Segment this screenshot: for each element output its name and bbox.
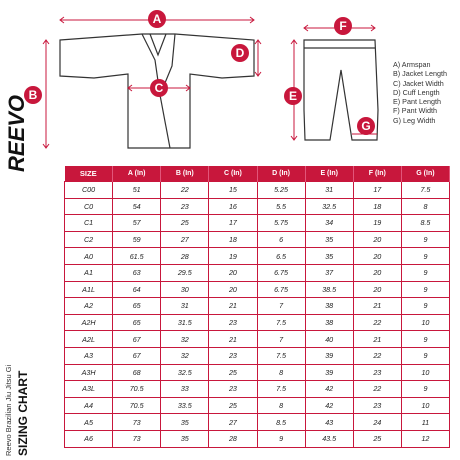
measurement-cell: 9 <box>257 430 305 447</box>
measurement-cell: 67 <box>113 331 161 348</box>
measurement-cell: 33 <box>161 381 209 398</box>
measurement-cell: 33.5 <box>161 397 209 414</box>
measurement-legend <box>393 60 460 125</box>
measurement-cell: 10 <box>401 397 449 414</box>
measurement-cell: 10 <box>401 314 449 331</box>
measurement-cell: 22 <box>353 314 401 331</box>
table-row <box>65 298 450 315</box>
measurement-cell: 8.5 <box>401 215 449 232</box>
legend-item: F) Pant Width <box>393 106 437 116</box>
measurement-cell: 22 <box>353 381 401 398</box>
table-row <box>65 248 450 265</box>
measurement-cell: 35 <box>305 231 353 248</box>
measurement-cell: 39 <box>305 347 353 364</box>
measurement-cell: 31.5 <box>161 314 209 331</box>
table-row <box>65 414 450 431</box>
measurement-cell: 34 <box>305 215 353 232</box>
measurement-cell: 6.75 <box>257 264 305 281</box>
measurement-cell: 57 <box>113 215 161 232</box>
measurement-cell: 31 <box>305 182 353 199</box>
size-cell: C2 <box>65 231 113 248</box>
measurement-cell: 19 <box>209 248 257 265</box>
measurement-cell: 8 <box>257 364 305 381</box>
measurement-cell: 8.5 <box>257 414 305 431</box>
size-cell: C0 <box>65 198 113 215</box>
size-cell: C00 <box>65 182 113 199</box>
measurement-cell: 15 <box>209 182 257 199</box>
measurement-cell: 25 <box>161 215 209 232</box>
size-cell: A1 <box>65 264 113 281</box>
measurement-cell: 6.75 <box>257 281 305 298</box>
measurement-cell: 38 <box>305 314 353 331</box>
measurement-column-header: B (In) <box>161 166 209 182</box>
sizing-table <box>64 166 450 448</box>
measurement-cell: 19 <box>353 215 401 232</box>
measurement-cell: 32 <box>161 347 209 364</box>
brand-name: REEVO <box>4 94 29 172</box>
measurement-column-header: C (In) <box>209 166 257 182</box>
measurement-cell: 7.5 <box>257 381 305 398</box>
measurement-cell: 18 <box>209 231 257 248</box>
size-cell: A3H <box>65 364 113 381</box>
measurement-cell: 37 <box>305 264 353 281</box>
table-row <box>65 430 450 447</box>
measurement-cell: 39 <box>305 364 353 381</box>
measurement-cell: 23 <box>209 347 257 364</box>
measurement-cell: 7.5 <box>257 347 305 364</box>
measurement-cell: 23 <box>209 381 257 398</box>
label-d: D <box>235 46 245 60</box>
label-e: E <box>288 89 298 103</box>
table-row <box>65 397 450 414</box>
measurement-cell: 21 <box>353 331 401 348</box>
measurement-cell: 20 <box>353 264 401 281</box>
measurement-cell: 61.5 <box>113 248 161 265</box>
measurement-cell: 18 <box>353 198 401 215</box>
measurement-cell: 12 <box>401 430 449 447</box>
measurement-cell: 10 <box>401 364 449 381</box>
measurement-cell: 23 <box>209 314 257 331</box>
measurement-cell: 6 <box>257 231 305 248</box>
measurement-cell: 25 <box>353 430 401 447</box>
measurement-cell: 43.5 <box>305 430 353 447</box>
measurement-cell: 23 <box>161 198 209 215</box>
measurement-cell: 73 <box>113 414 161 431</box>
measurement-column-header: G (In) <box>401 166 449 182</box>
measurement-cell: 7 <box>257 298 305 315</box>
measurement-cell: 70.5 <box>113 381 161 398</box>
measurement-cell: 29.5 <box>161 264 209 281</box>
measurement-cell: 9 <box>401 231 449 248</box>
measurement-cell: 9 <box>401 248 449 265</box>
measurement-cell: 20 <box>353 281 401 298</box>
measurement-cell: 59 <box>113 231 161 248</box>
table-row <box>65 381 450 398</box>
measurement-cell: 20 <box>353 248 401 265</box>
size-cell: A2 <box>65 298 113 315</box>
table-row <box>65 182 450 199</box>
measurement-cell: 68 <box>113 364 161 381</box>
measurement-cell: 32 <box>161 331 209 348</box>
table-row <box>65 198 450 215</box>
measurement-cell: 11 <box>401 414 449 431</box>
size-cell: A1L <box>65 281 113 298</box>
size-cell: A0 <box>65 248 113 265</box>
legend-item: G) Leg Width <box>393 115 436 125</box>
measurement-cell: 23 <box>353 397 401 414</box>
measurement-cell: 9 <box>401 347 449 364</box>
measurement-cell: 32.5 <box>161 364 209 381</box>
measurement-cell: 35 <box>161 430 209 447</box>
measurement-cell: 9 <box>401 381 449 398</box>
measurement-cell: 54 <box>113 198 161 215</box>
measurement-cell: 21 <box>209 298 257 315</box>
measurement-cell: 21 <box>353 298 401 315</box>
brand-subtitle: Reevo Brazilian Jiu Jitsu Gi <box>4 364 13 456</box>
legend-item: C) Jacket Width <box>393 78 444 88</box>
legend-item: D) Cuff Length <box>393 87 440 97</box>
measurement-cell: 38 <box>305 298 353 315</box>
measurement-cell: 43 <box>305 414 353 431</box>
measurement-cell: 17 <box>353 182 401 199</box>
table-row <box>65 215 450 232</box>
measurement-cell: 20 <box>353 231 401 248</box>
legend-item: E) Pant Length <box>393 97 441 107</box>
measurement-cell: 65 <box>113 314 161 331</box>
measurement-cell: 67 <box>113 347 161 364</box>
size-cell: A4 <box>65 397 113 414</box>
size-cell: C1 <box>65 215 113 232</box>
measurement-cell: 9 <box>401 264 449 281</box>
size-cell: A3 <box>65 347 113 364</box>
measurement-cell: 7 <box>257 331 305 348</box>
measurement-cell: 25 <box>209 397 257 414</box>
measurement-cell: 31 <box>161 298 209 315</box>
measurement-cell: 5.5 <box>257 198 305 215</box>
measurement-column-header: F (In) <box>353 166 401 182</box>
measurement-cell: 16 <box>209 198 257 215</box>
size-cell: A2H <box>65 314 113 331</box>
size-column-header: SIZE <box>65 166 113 182</box>
measurement-cell: 20 <box>209 264 257 281</box>
table-row <box>65 347 450 364</box>
measurement-column-header: A (In) <box>113 166 161 182</box>
label-c: C <box>154 81 164 95</box>
measurement-cell: 51 <box>113 182 161 199</box>
measurement-cell: 5.75 <box>257 215 305 232</box>
table-body <box>65 182 450 448</box>
measurement-cell: 23 <box>353 364 401 381</box>
table-row <box>65 331 450 348</box>
measurement-cell: 63 <box>113 264 161 281</box>
measurement-cell: 30 <box>161 281 209 298</box>
measurement-cell: 27 <box>209 414 257 431</box>
table-row <box>65 314 450 331</box>
measurement-cell: 9 <box>401 298 449 315</box>
size-cell: A2L <box>65 331 113 348</box>
table-header-row <box>65 166 450 182</box>
label-g: G <box>361 119 371 133</box>
measurement-cell: 64 <box>113 281 161 298</box>
measurement-cell: 25 <box>209 364 257 381</box>
table-row <box>65 364 450 381</box>
size-cell: A6 <box>65 430 113 447</box>
reevo-logo <box>0 60 34 180</box>
sizing-chart-title: SIZING CHART <box>16 370 30 456</box>
measurement-cell: 73 <box>113 430 161 447</box>
measurement-cell: 8 <box>257 397 305 414</box>
measurement-cell: 42 <box>305 397 353 414</box>
measurement-cell: 32.5 <box>305 198 353 215</box>
measurement-cell: 7.5 <box>257 314 305 331</box>
legend-item: A) Armspan <box>393 60 431 69</box>
side-title <box>0 290 34 460</box>
measurement-cell: 6.5 <box>257 248 305 265</box>
measurement-cell: 20 <box>209 281 257 298</box>
measurement-cell: 8 <box>401 198 449 215</box>
measurement-column-header: D (In) <box>257 166 305 182</box>
measurement-cell: 21 <box>209 331 257 348</box>
measurement-cell: 35 <box>161 414 209 431</box>
measurement-cell: 5.25 <box>257 182 305 199</box>
measurement-cell: 17 <box>209 215 257 232</box>
measurement-cell: 28 <box>209 430 257 447</box>
label-f: F <box>339 19 347 33</box>
size-cell: A3L <box>65 381 113 398</box>
table-row <box>65 281 450 298</box>
measurement-cell: 42 <box>305 381 353 398</box>
table-row <box>65 231 450 248</box>
measurement-cell: 22 <box>161 182 209 199</box>
measurement-cell: 27 <box>161 231 209 248</box>
sizing-table-container <box>64 166 450 459</box>
measurement-cell: 65 <box>113 298 161 315</box>
legend-item: B) Jacket Length <box>393 69 447 79</box>
label-b: B <box>28 88 38 102</box>
table-row <box>65 264 450 281</box>
measurement-cell: 38.5 <box>305 281 353 298</box>
measurement-cell: 70.5 <box>113 397 161 414</box>
measurement-column-header: E (In) <box>305 166 353 182</box>
measurement-cell: 9 <box>401 331 449 348</box>
measurement-cell: 7.5 <box>401 182 449 199</box>
label-a: A <box>152 12 162 26</box>
measurement-cell: 28 <box>161 248 209 265</box>
measurement-cell: 40 <box>305 331 353 348</box>
size-cell: A5 <box>65 414 113 431</box>
measurement-cell: 9 <box>401 281 449 298</box>
measurement-cell: 35 <box>305 248 353 265</box>
measurement-cell: 22 <box>353 347 401 364</box>
garment-diagram <box>0 0 460 160</box>
measurement-cell: 24 <box>353 414 401 431</box>
